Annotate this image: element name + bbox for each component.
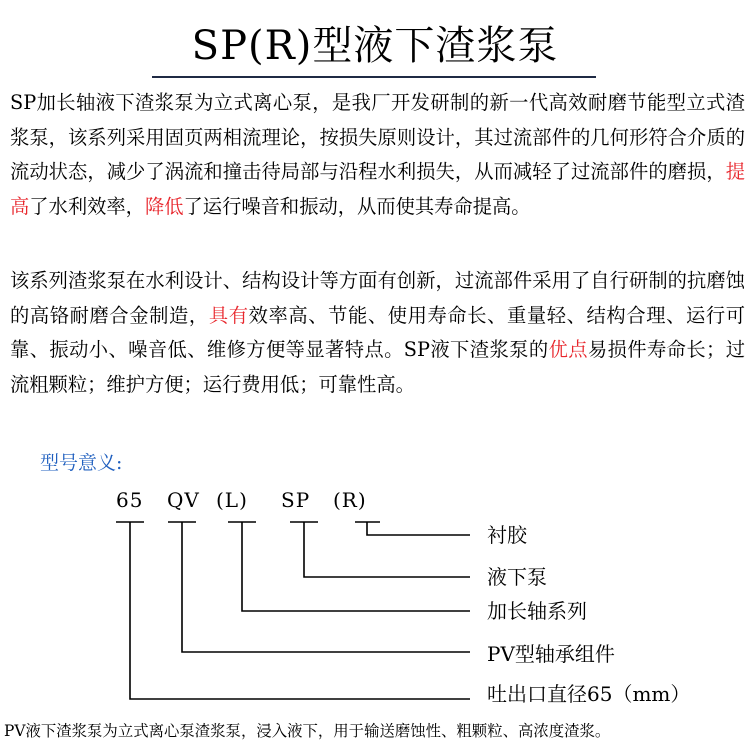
intro-text-3: 了运行噪音和振动，从而使其寿命提高。 [183,194,531,218]
legend-rubber: 衬胶 [487,523,527,547]
intro-text-2: 了水利效率， [29,194,145,218]
leader-bearing [168,522,470,652]
legend-long-shaft: 加长轴系列 [487,599,587,623]
features-text-2: 效率高、节能、使用寿命长、重量轻、结构合理、运行可靠、振动小、噪音低、维修方便等显著特点。SP液下渣浆泵的 [10,303,746,362]
features-text-3: 易损件寿命长；过流粗颗粒；维护方便；运行费用低；可靠性高。 [10,338,746,396]
features-text-1: 该系列渣浆泵在水利设计、结构设计等方面有创新，过流部件采用了自行研制的抗磨蚀的高铬耐磨合金制造， [10,269,745,327]
code-part-long-shaft: (L) [216,488,248,512]
features-highlight-2: 优点 [548,338,588,362]
code-part-diameter: 65 [116,488,144,512]
features-highlight-1: 具有 [208,303,249,327]
legend-submerged-pump: 液下泵 [487,565,547,589]
intro-highlight-1: 提高 [10,160,745,218]
page-title: SP(R)型液下渣浆泵 [191,23,559,69]
model-meaning-label: 型号意义: [40,452,123,474]
leader-pump [290,522,470,577]
legend-diameter: 吐出口直径65（mm） [487,682,691,706]
leader-rubber [355,522,470,535]
legend-bearing: PV型轴承组件 [487,642,615,666]
code-part-rubber: (R) [333,488,367,512]
code-part-pump-type: SP [281,488,311,512]
footnote: PV液下渣浆泵为立式离心泵渣浆泵，浸入液下，用于输送磨蚀性、粗颗粒、高浓度渣浆。 [4,722,611,740]
intro-text-1: SP加长轴液下渣浆泵为立式离心泵，是我厂开发研制的新一代高效耐磨节能型立式渣浆泵，该系列采用固页两相流理论，按损失原则设计，其过流部件的几何形符合介质的流动状态，减少了涡流和撞击待局部与沿程水利损失，从而减轻了过流部件的磨损， [10,91,745,184]
code-part-bearing: QV [167,488,200,512]
intro-highlight-2: 降低 [144,194,184,218]
